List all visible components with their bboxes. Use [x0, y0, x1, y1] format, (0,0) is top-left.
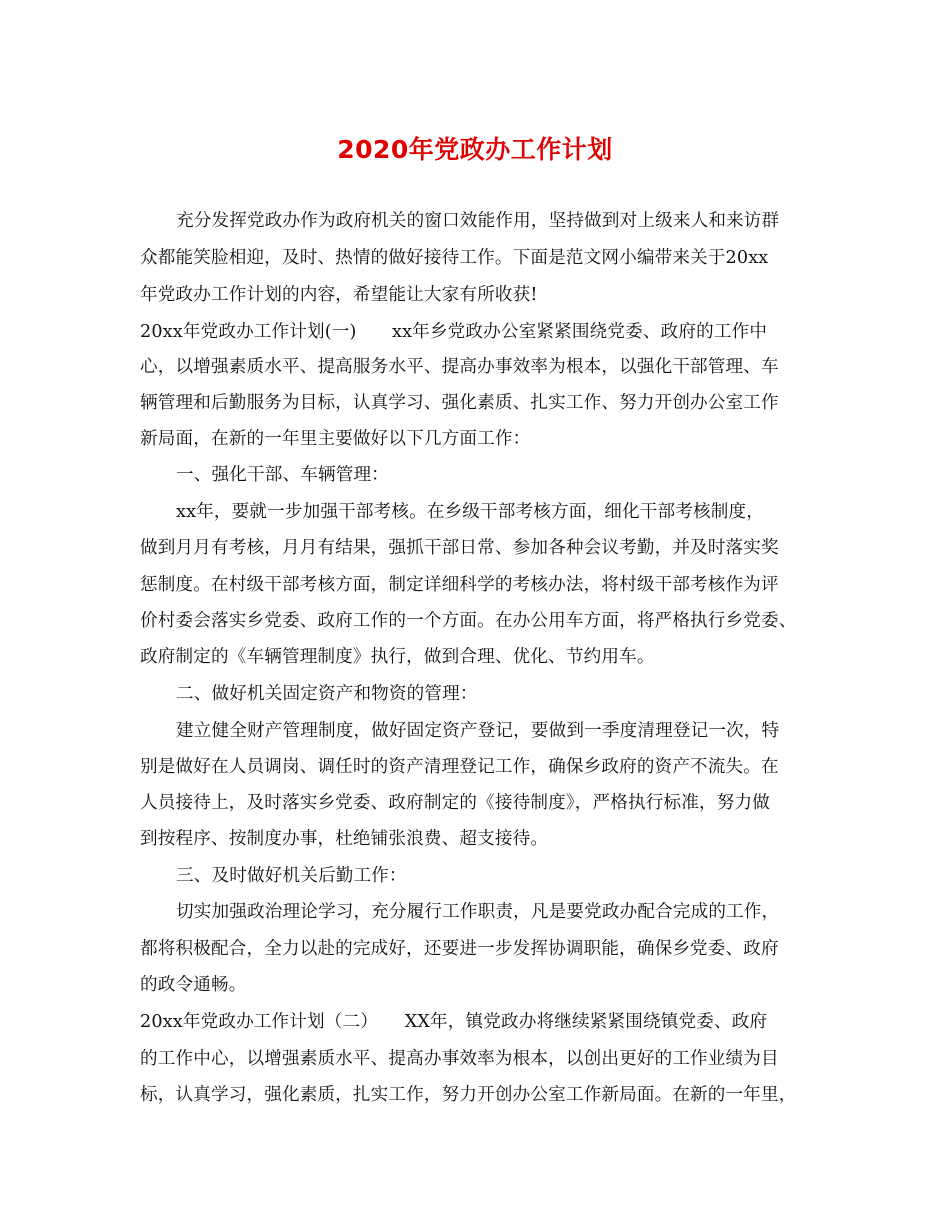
- paragraph-line: 做到月月有考核，月月有结果，强抓干部日常、参加各种会议考勤，并及时落实奖: [140, 538, 779, 558]
- section-heading: 二、做好机关固定资产和物资的管理：: [176, 684, 478, 704]
- paragraph-line: 价村委会落实乡党委、政府工作的一个方面。在办公用车方面，将严格执行乡党委、: [140, 611, 797, 631]
- paragraph-line: 建立健全财产管理制度，做好固定资产登记，要做到一季度清理登记一次，特: [176, 721, 780, 741]
- paragraph-line: 20xx年党政办工作计划(一) xx年乡党政办公室紧紧围绕党委、政府的工作中: [140, 322, 768, 342]
- paragraph-line: 别是做好在人员调岗、调任时的资产清理登记工作，确保乡政府的资产不流失。在: [140, 757, 779, 777]
- paragraph-line: 人员接待上，及时落实乡党委、政府制定的《接待制度》，严格执行标准，努力做: [140, 793, 770, 813]
- paragraph-line: 充分发挥党政办作为政府机关的窗口效能作用，坚持做到对上级来人和来访群: [176, 211, 780, 231]
- section-heading: 三、及时做好机关后勤工作：: [176, 866, 407, 886]
- paragraph-line: 政府制定的《车辆管理制度》执行，做到合理、优化、节约用车。: [140, 647, 655, 667]
- paragraph-line: 都将积极配合，全力以赴的完成好，还要进一步发挥协调职能，确保乡党委、政府: [140, 939, 779, 959]
- paragraph-line: 众都能笑脸相迎，及时、热情的做好接待工作。下面是范文网小编带来关于20xx: [140, 248, 769, 268]
- paragraph-line: 到按程序、按制度办事，杜绝铺张浪费、超支接待。: [140, 829, 549, 849]
- paragraph-line: 20xx年党政办工作计划（二） XX年，镇党政办将继续紧紧围绕镇党委、政府: [140, 1012, 768, 1032]
- paragraph-line: 的工作中心，以增强素质水平、提高办事效率为根本，以创出更好的工作业绩为目: [140, 1049, 779, 1069]
- paragraph-line: 的政令通畅。: [140, 975, 247, 995]
- paragraph-line: 惩制度。在村级干部考核方面，制定详细科学的考核办法，将村级干部考核作为评: [140, 575, 779, 595]
- paragraph-line: 心，以增强素质水平、提高服务水平、提高办事效率为根本，以强化干部管理、车: [140, 357, 779, 377]
- section-heading: 一、强化干部、车辆管理：: [176, 465, 389, 485]
- paragraph-line: 年党政办工作计划的内容，希望能让大家有所收获!: [140, 285, 538, 305]
- paragraph-line: 标，认真学习，强化素质，扎实工作，努力开创办公室工作新局面。在新的一年里，: [140, 1085, 797, 1105]
- paragraph-line: 辆管理和后勤服务为目标，认真学习、强化素质、扎实工作、努力开创办公室工作: [140, 393, 779, 413]
- paragraph-line: 切实加强政治理论学习，充分履行工作职责，凡是要党政办配合完成的工作，: [176, 902, 780, 922]
- document-title: 2020年党政办工作计划: [337, 135, 613, 164]
- paragraph-line: xx年，要就一步加强干部考核。在乡级干部考核方面，细化干部考核制度，: [176, 502, 764, 522]
- paragraph-line: 新局面，在新的一年里主要做好以下几方面工作：: [140, 429, 531, 449]
